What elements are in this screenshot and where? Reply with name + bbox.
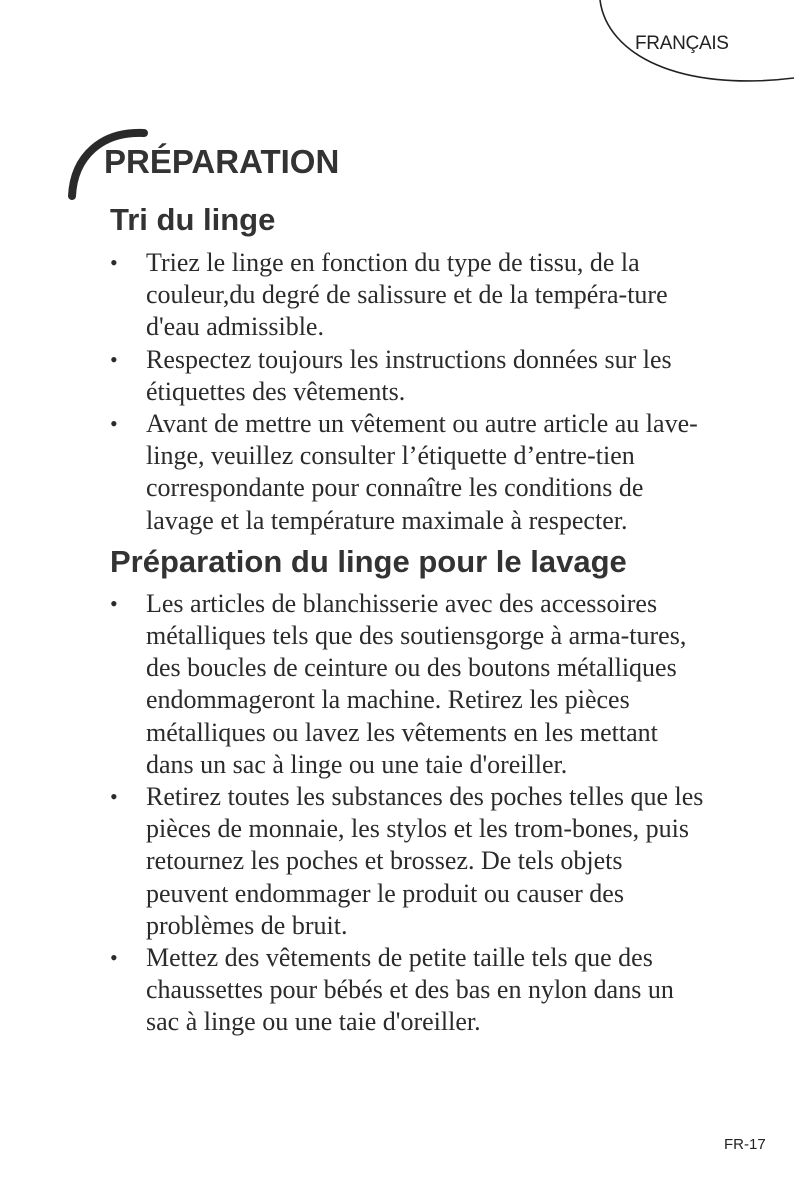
list-item-text: Les articles de blanchisserie avec des accessoires métalliques tels que des soutiensgorge à arma-tures, des boucles de ceinture ou des boutons métalliques endommageront la machine. Retirez les pièces métalliques ou lavez les vêtements en les mettant dans un sac à linge ou une taie d'oreiller. bbox=[146, 588, 687, 779]
list-item bbox=[110, 942, 710, 1039]
list-item-text: Retirez toutes les substances des poches telles que les pièces de monnaie, les stylos et les trom-bones, puis retournez les poches et brossez. De tels objets peuvent endommager le produit ou causer des problèmes de bruit. bbox=[146, 782, 704, 940]
list-item bbox=[110, 588, 710, 781]
section-title: PRÉPARATION bbox=[104, 143, 340, 180]
bullet-icon: • bbox=[110, 250, 118, 275]
list-item bbox=[110, 781, 710, 942]
list-item-text: Respectez toujours les instructions données sur les étiquettes des vêtements. bbox=[146, 344, 672, 406]
subheading-preparation: Préparation du linge pour le lavage bbox=[110, 543, 627, 579]
preparation-list bbox=[110, 588, 710, 1039]
list-item bbox=[110, 247, 710, 344]
language-label: FRANÇAIS bbox=[635, 33, 729, 54]
sorting-list bbox=[110, 247, 710, 537]
subheading-sorting: Tri du linge bbox=[110, 202, 276, 237]
page-number: FR-17 bbox=[724, 1136, 766, 1153]
list-item bbox=[110, 408, 710, 537]
bullet-icon: • bbox=[110, 945, 118, 971]
language-tab bbox=[595, 0, 794, 95]
bullet-icon: • bbox=[110, 784, 118, 810]
bullet-icon: • bbox=[110, 346, 118, 372]
list-item-text: Mettez des vêtements de petite taille tels que des chaussettes pour bébés et des bas en nylon dans un sac à linge ou une taie d'oreiller. bbox=[146, 943, 674, 1037]
list-item bbox=[110, 344, 710, 408]
list-item-text: Triez le linge en fonction du type de tissu, de la couleur,du degré de salissure et de la tempéra-ture d'eau admissible. bbox=[146, 248, 668, 342]
page-content bbox=[110, 200, 710, 1039]
list-item-text: Avant de mettre un vêtement ou autre article au lave-linge, veuillez consulter l’étiquette d’entre-tien correspondante pour connaître les conditions de lavage et la température maximale à respecter. bbox=[146, 409, 698, 535]
bullet-icon: • bbox=[110, 590, 118, 616]
bullet-icon: • bbox=[110, 411, 118, 437]
